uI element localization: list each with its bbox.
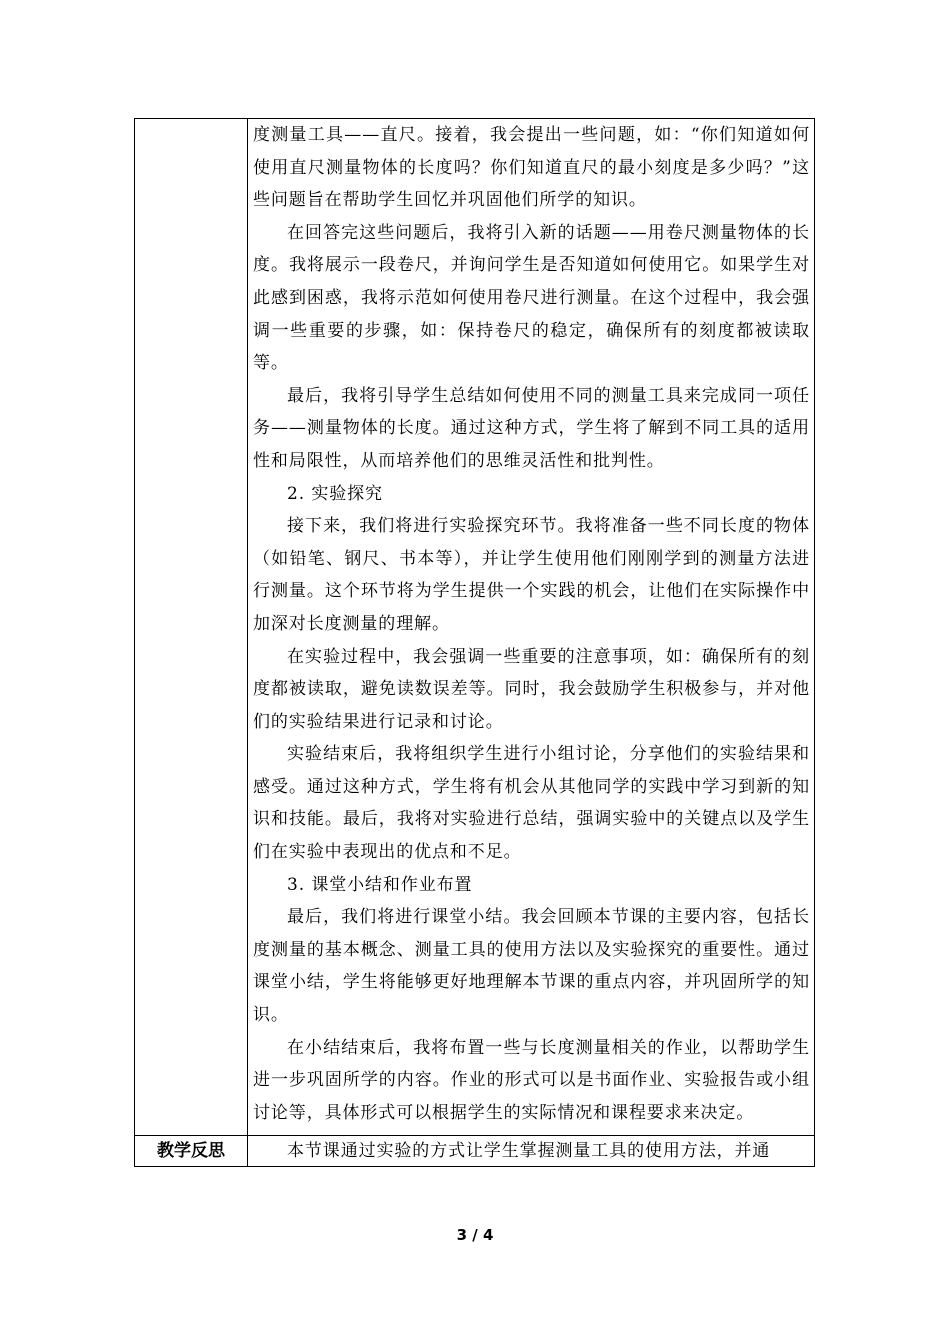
empty-label-cell [135,119,248,1136]
paragraph: 实验结束后，我将组织学生进行小组讨论，分享他们的实验结果和感受。通过这种方式，学生将有机会从其他同学的实践中学习到新的知识和技能。最后，我将对实验进行总结，强调实验中的关键点以及学生们在实验中表现出的优点和不足。 [253,744,810,863]
paragraph: 在实验过程中，我会强调一些重要的注意事项，如：确保所有的刻度都被读取，避免读数误差等。同时，我会鼓励学生积极参与，并对他们的实验结果进行记录和讨论。 [253,646,810,732]
reflection-text: 本节课通过实验的方式让学生掌握测量工具的使用方法，并通 [248,1136,815,1167]
table-row [135,119,815,1136]
paragraph: 最后，我们将进行课堂小结。我会回顾本节课的主要内容，包括长度测量的基本概念、测量工具的使用方法以及实验探究的重要性。通过课堂小结，学生将能够更好地理解本节课的重点内容，并巩固所学的知识。 [253,907,810,1026]
section-heading: 3. 课堂小结和作业布置 [287,874,473,895]
lesson-content-cell [248,119,815,1136]
reflection-label: 教学反思 [135,1136,248,1167]
paragraph: 在小结结束后，我将布置一些与长度测量相关的作业，以帮助学生进一步巩固所学的内容。作业的形式可以是书面作业、实验报告或小组讨论等，具体形式可以根据学生的实际情况和课程要求来决定。 [253,1037,810,1123]
paragraph: 度测量工具——直尺。接着，我会提出一些问题，如：“你们知道如何使用直尺测量物体的长度吗？你们知道直尺的最小刻度是多少吗？”这些问题旨在帮助学生回忆并巩固他们所学的知识。 [253,125,810,211]
lesson-plan-table [134,118,815,1167]
paragraph: 接下来，我们将进行实验探究环节。我将准备一些不同长度的物体（如铅笔、钢尺、书本等），并让学生使用他们刚刚学到的测量方法进行测量。这个环节将为学生提供一个实践的机会，让他们在实际操作中加深对长度测量的理解。 [253,516,810,634]
page-number: 3 / 4 [456,1226,494,1244]
section-heading: 2. 实验探究 [287,483,383,504]
table-row [135,1136,815,1167]
paragraph: 最后，我将引导学生总结如何使用不同的测量工具来完成同一项任务——测量物体的长度。通过这种方式，学生将了解到不同工具的适用性和局限性，从而培养他们的思维灵活性和批判性。 [253,385,810,471]
paragraph: 在回答完这些问题后，我将引入新的话题——用卷尺测量物体的长度。我将展示一段卷尺，并询问学生是否知道如何使用它。如果学生对此感到困惑，我将示范如何使用卷尺进行测量。在这个过程中，我会强调一些重要的步骤，如：保持卷尺的稳定，确保所有的刻度都被读取等。 [253,222,810,374]
